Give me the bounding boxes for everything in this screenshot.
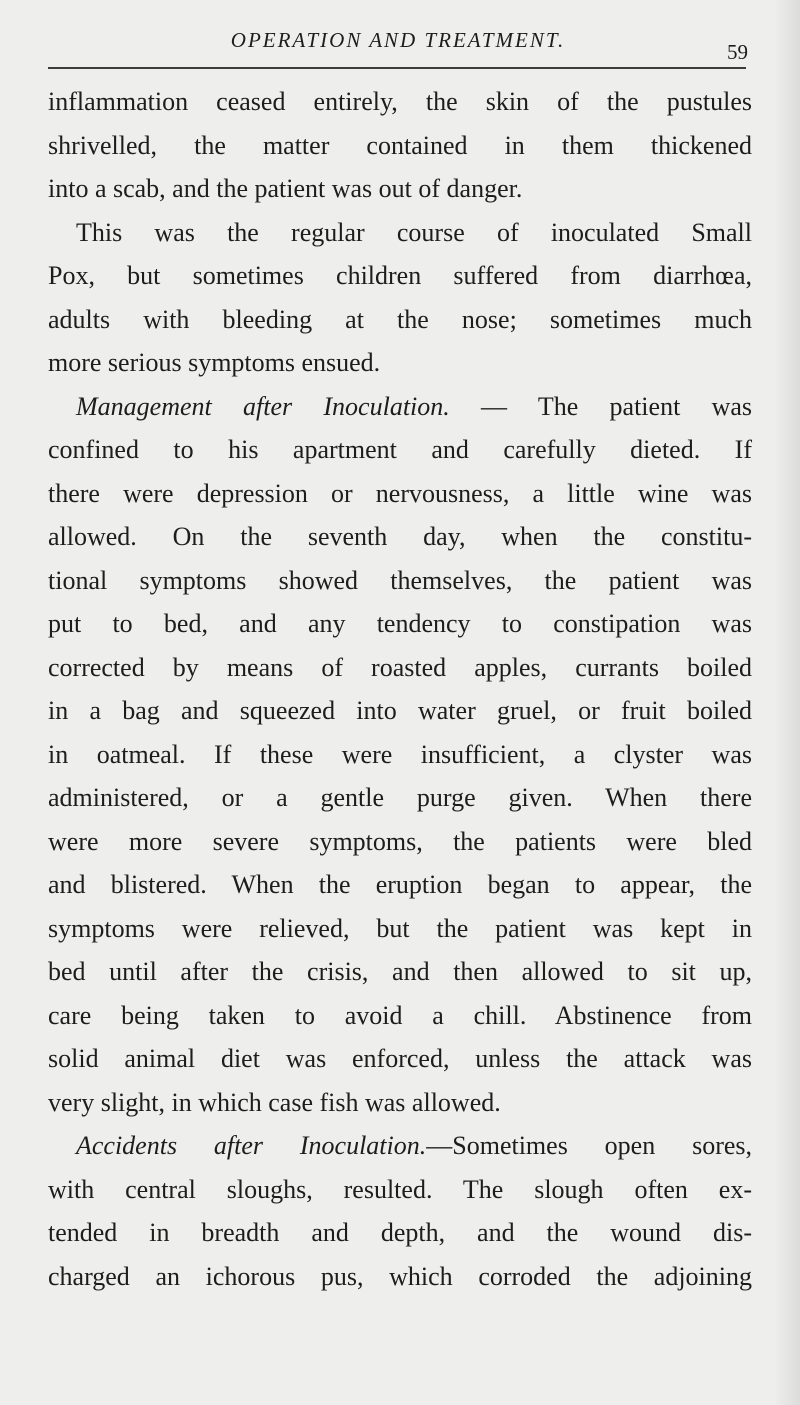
text-line: in oatmeal. If these were insufficient, a clyster was (48, 739, 752, 769)
text-line: This was the regular course of inoculated Small (76, 217, 752, 247)
text-line: and blistered. When the eruption began to appear, the (48, 870, 752, 899)
text-line: shrivelled, the matter contained in them thickened (48, 130, 752, 160)
text-line: care being taken to avoid a chill. Abstinence from (48, 1000, 752, 1030)
section-heading-management: Management after Inoculation. (76, 391, 450, 421)
text-line: charged an ichorous pus, which corroded the adjoining (48, 1261, 752, 1291)
text-line: confined to his apartment and carefully dieted. If (48, 435, 752, 464)
text-line: were more severe symptoms, the patients were bled (48, 826, 752, 856)
text-line: corrected by means of roasted apples, currants boiled (48, 652, 752, 682)
text-line: tended in breadth and depth, and the wound dis- (48, 1218, 752, 1247)
header-rule (48, 67, 746, 69)
text-line: symptoms were relieved, but the patient was kept in (48, 913, 752, 943)
text-line-with-heading (48, 1124, 752, 1168)
text-line: in a bag and squeezed into water gruel, or fruit boiled (48, 696, 752, 725)
text-line-with-heading (48, 385, 752, 429)
text-line: bed until after the crisis, and then allowed to sit up, (48, 957, 752, 986)
text-line: with central sloughs, resulted. The slough often ex- (48, 1174, 752, 1204)
body-text (48, 80, 752, 1298)
text-line: adults with bleeding at the nose; sometimes much (48, 304, 752, 334)
running-title: OPERATION AND TREATMENT. (230, 28, 566, 52)
text-line: more serious symptoms ensued. (48, 348, 381, 377)
running-head (48, 26, 748, 70)
text-line: tional symptoms showed themselves, the patient was (48, 565, 752, 595)
section-heading-accidents: Accidents after Inoculation. (76, 1131, 427, 1160)
text-line: put to bed, and any tendency to constipation was (48, 609, 752, 638)
text-line: into a scab, and the patient was out of danger. (48, 174, 523, 203)
text-line: Pox, but sometimes children suffered from diarrhœa, (48, 261, 752, 290)
text-line: inflammation ceased entirely, the skin of the pustules (48, 87, 752, 116)
text-line: allowed. On the seventh day, when the constitu- (48, 522, 752, 551)
text-line: very slight, in which case fish was allowed. (48, 1087, 501, 1117)
text-line-rest: — The patient was (481, 391, 753, 421)
text-line: there were depression or nervousness, a little wine was (48, 478, 752, 508)
text-line-rest: —Sometimes open sores, (426, 1131, 753, 1160)
page-number: 59 (727, 40, 748, 64)
text-line: solid animal diet was enforced, unless the attack was (48, 1044, 752, 1073)
text-line: administered, or a gentle purge given. When there (48, 783, 752, 812)
